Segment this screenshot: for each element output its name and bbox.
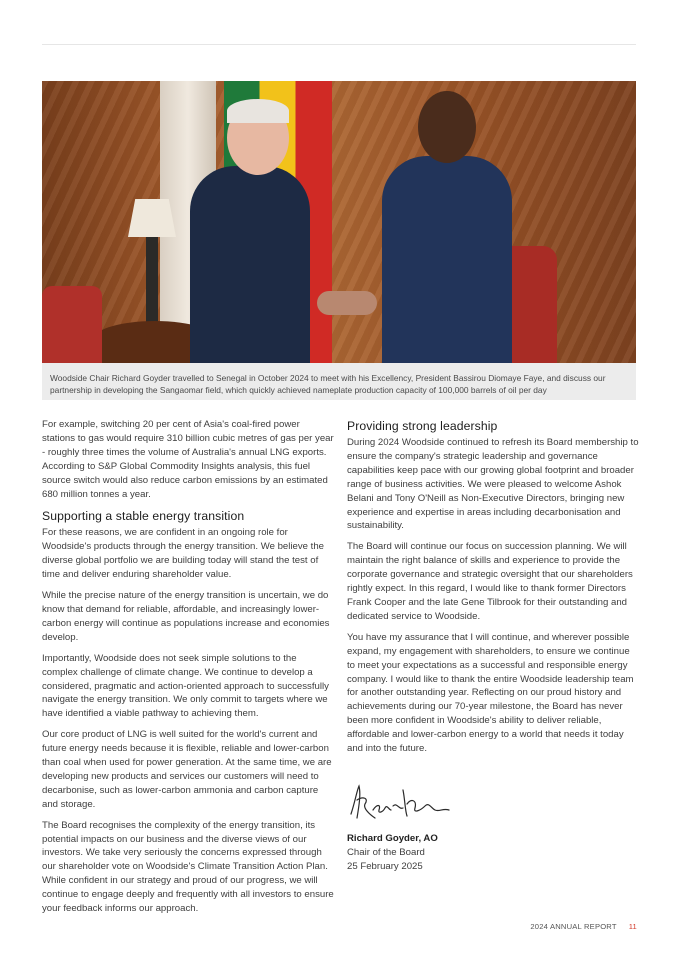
report-name: 2024 ANNUAL REPORT (530, 922, 617, 931)
person-right-body (382, 156, 512, 363)
meeting-photo (42, 81, 636, 363)
page-number: 11 (628, 922, 637, 931)
body-paragraph: During 2024 Woodside continued to refresh its Board membership to ensure the company's strategic leadership and governance capabilities keep pace with our growing global footprint and broader range of business activities. We were pleased to welcome Ashok Belani and Tony O'Neill as Non-Executive Directors, bringing new experience and expertise in areas including decarbonisation and sustainability. (347, 437, 639, 532)
left-column (42, 418, 334, 923)
handshake (317, 291, 377, 315)
body-paragraph: You have my assurance that I will continue, and wherever possible expand, my engagement with shareholders, to ensure we continue to meet your expectations as a successful and responsible energy company. I would like to thank the entire Woodside leadership team for another outstanding year. Reflecting on our proud history and achievements during our 70-year milestone, the Board has never been more confident in Woodside's ability to deliver reliable, affordable and lower-carbon energy to a world that needs it today and into the future. (347, 631, 634, 755)
section-heading-leadership: Providing strong leadership (347, 419, 498, 433)
signoff-block (347, 832, 438, 874)
signatory-title: Chair of the Board (347, 846, 425, 858)
person-right-head (418, 91, 476, 163)
signatory-name: Richard Goyder, AO (347, 833, 438, 844)
intro-paragraph: For example, switching 20 per cent of Asia's coal-fired power stations to gas would require 310 billion cubic metres of gas per year - roughly three times the volume of Australia's annual LNG exports. According to S&P Global Commodity Insights analysis, this fuel source switch would also reduce carbon emissions by an estimated 680 million tonnes a year. (42, 419, 334, 500)
sign-date: 25 February 2025 (347, 860, 423, 872)
lamp-base (146, 237, 158, 327)
body-paragraph: The Board will continue our focus on succession planning. We will maintain the right balance of skills and experience to provide the corporate governance and strategic oversight that our shareholders rightly expect. In this regard, I would like to thank former Directors Frank Cooper and the late Gene Tilbrook for their outstanding and dedicated service to Woodside. (347, 541, 633, 622)
photo-caption-box (42, 363, 636, 400)
chair-left (42, 286, 102, 363)
body-paragraph: While the precise nature of the energy transition is uncertain, we do know that demand for reliable, affordable, and increasingly lower-carbon energy will continue as populations increase and economies develop. (42, 590, 330, 643)
photo-caption: Woodside Chair Richard Goyder travelled to Senegal in October 2024 to meet with his Excellency, President Bassirou Diomaye Faye, and discuss our partnership in developing the Sangaomar field, which quickly achieved nameplate production capacity of 100,000 barrels of oil per day (50, 373, 606, 395)
person-left-body (190, 166, 310, 363)
section-heading-energy-transition: Supporting a stable energy transition (42, 509, 245, 524)
body-paragraph: Our core product of LNG is well suited for the world's current and future energy needs because it is flexible, reliable and lower-carbon than coal when used for power generation. At the same time, we are developing new products and services our customers will need to decarbonise, such as lower-carbon ammonia and carbon capture and storage. (42, 729, 332, 810)
page-footer (530, 922, 637, 931)
right-column (347, 418, 639, 763)
body-paragraph: The Board recognises the complexity of the energy transition, its potential impacts on our business and the diverse views of our investors. We take very seriously the concerns expressed through our shareholder vote on Woodside's Climate Transition Action Plan. While confident in our strategy and proud of our progress, we will continue to engage deeply and frequently with all investors to ensure your feedback informs our approach. (42, 819, 334, 915)
top-divider (42, 44, 636, 45)
person-left-hair (227, 99, 289, 123)
lamp-shade (128, 199, 176, 237)
body-paragraph: Importantly, Woodside does not seek simple solutions to the complex challenge of climate change. We continue to develop a considered, pragmatic and action-oriented approach to successfully navigate the energy transition. We only commit to targets where we have identified a viable pathway to achieving them. (42, 652, 329, 720)
body-paragraph: For these reasons, we are confident in an ongoing role for Woodside's products through the energy transition. We believe the diverse global portfolio we are building today will stand the test of time and deliver enduring shareholder value. (42, 527, 324, 581)
handwritten-signature (345, 780, 455, 826)
